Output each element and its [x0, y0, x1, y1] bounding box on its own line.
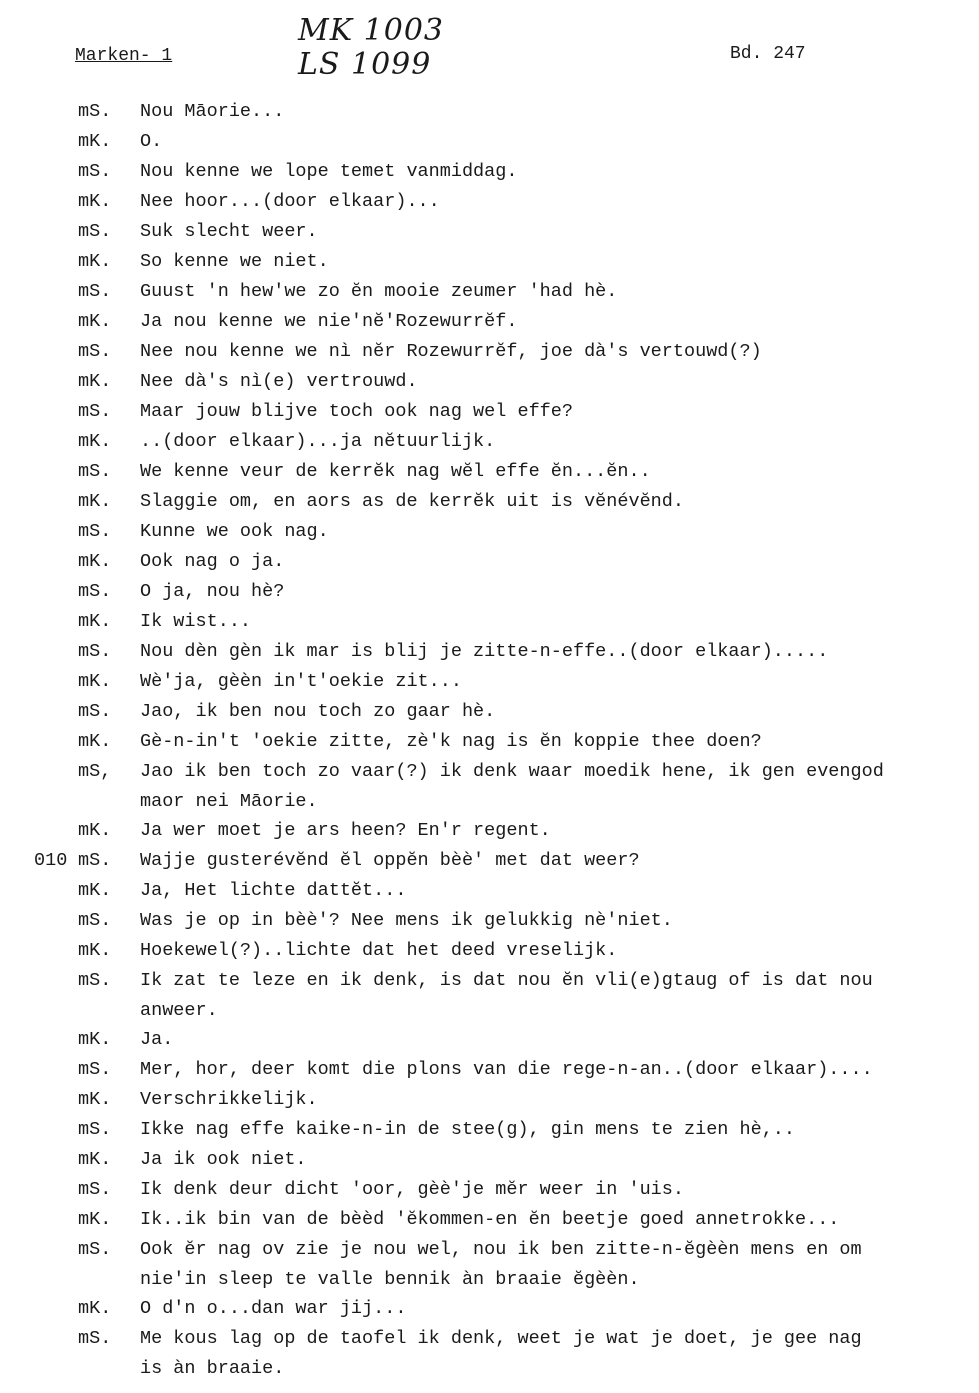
- speaker-label: mS.: [78, 1179, 112, 1200]
- speaker-label: mS.: [78, 910, 112, 931]
- utterance-text: Ja wer moet je ars heen? En'r regent.: [140, 820, 551, 841]
- utterance-text: anweer.: [140, 1000, 218, 1021]
- speaker-label: mK.: [78, 191, 112, 212]
- utterance-text: Was je op in bèè'? Nee mens ik gelukkig nè'niet.: [140, 910, 673, 931]
- speaker-label: mS.: [78, 221, 112, 242]
- speaker-label: mK.: [78, 551, 112, 572]
- utterance-text: Nee hoor...(door elkaar)...: [140, 191, 440, 212]
- speaker-label: mK.: [78, 611, 112, 632]
- speaker-label: mS.: [78, 401, 112, 422]
- speaker-label: mK.: [78, 1209, 112, 1230]
- utterance-text: O.: [140, 131, 163, 152]
- speaker-label: mK.: [78, 1149, 112, 1170]
- utterance-text: Jao ik ben toch zo vaar(?) ik denk waar moedik hene, ik gen evengod: [140, 761, 884, 782]
- transcript-continuation-line: [0, 1266, 979, 1295]
- transcript-line: [0, 488, 979, 518]
- speaker-label: mS.: [78, 281, 112, 302]
- speaker-label: mS.: [78, 701, 112, 722]
- transcript-line: [0, 1176, 979, 1206]
- utterance-text: Nou kenne we lope temet vanmiddag.: [140, 161, 518, 182]
- utterance-text: is àn braaie.: [140, 1358, 285, 1379]
- utterance-text: Ik denk deur dicht 'oor, gèè'je mĕr weer in 'uis.: [140, 1179, 684, 1200]
- speaker-label: mK.: [78, 731, 112, 752]
- transcript-line: [0, 638, 979, 668]
- utterance-text: nie'in sleep te valle bennik àn braaie ĕgèèn.: [140, 1269, 640, 1290]
- utterance-text: Ook nag o ja.: [140, 551, 285, 572]
- volume-number: Bd. 247: [730, 44, 806, 64]
- handwritten-code-1: MK 1003: [298, 13, 445, 48]
- speaker-label: mK.: [78, 671, 112, 692]
- speaker-label: mS.: [78, 1059, 112, 1080]
- utterance-text: Wè'ja, gèèn in't'oekie zit...: [140, 671, 462, 692]
- utterance-text: Maar jouw blijve toch ook nag wel effe?: [140, 401, 573, 422]
- document-title: [75, 46, 172, 66]
- transcript-line: [0, 817, 979, 847]
- transcript-line: [0, 847, 979, 877]
- transcript-line: [0, 907, 979, 937]
- transcript-continuation-line: [0, 1355, 979, 1384]
- speaker-label: mK.: [78, 820, 112, 841]
- utterance-text: Slaggie om, en aors as de kerrĕk uit is vĕnévĕnd.: [140, 491, 684, 512]
- speaker-label: mK.: [78, 131, 112, 152]
- transcript-line: [0, 188, 979, 218]
- transcript-line: [0, 698, 979, 728]
- transcript-line: [0, 668, 979, 698]
- speaker-label: mS.: [78, 341, 112, 362]
- transcript-line: [0, 758, 979, 788]
- utterance-text: Me kous lag op de taofel ik denk, weet je wat je doet, je gee nag: [140, 1328, 862, 1349]
- transcript-line: [0, 578, 979, 608]
- utterance-text: Gè-n-in't 'oekie zitte, zè'k nag is ĕn koppie thee doen?: [140, 731, 762, 752]
- transcript-line: [0, 1325, 979, 1355]
- speaker-label: mK.: [78, 371, 112, 392]
- transcript-line: [0, 248, 979, 278]
- transcript-line: [0, 458, 979, 488]
- transcript-line: [0, 728, 979, 758]
- utterance-text: Nou Māorie...: [140, 101, 285, 122]
- utterance-text: Guust 'n hew'we zo ĕn mooie zeumer 'had hè.: [140, 281, 618, 302]
- utterance-text: Ja.: [140, 1029, 174, 1050]
- transcript-line: [0, 518, 979, 548]
- utterance-text: O ja, nou hè?: [140, 581, 285, 602]
- utterance-text: Kunne we ook nag.: [140, 521, 329, 542]
- speaker-label: mS.: [78, 1239, 112, 1260]
- speaker-label: mS.: [78, 1328, 112, 1349]
- transcript-line: [0, 608, 979, 638]
- line-number: 010: [34, 850, 68, 871]
- transcript-line: [0, 98, 979, 128]
- transcript-line: [0, 1146, 979, 1176]
- transcript-line: [0, 368, 979, 398]
- utterance-text: Ik wist...: [140, 611, 252, 632]
- utterance-text: Nee dà's nì(e) vertrouwd.: [140, 371, 418, 392]
- transcript-line: [0, 308, 979, 338]
- transcript-continuation-line: [0, 997, 979, 1026]
- transcript-line: [0, 1206, 979, 1236]
- utterance-text: maor nei Māorie.: [140, 791, 318, 812]
- transcript-continuation-line: [0, 788, 979, 817]
- utterance-text: O d'n o...dan war jij...: [140, 1298, 407, 1319]
- utterance-text: Nee nou kenne we nì nĕr Rozewurrĕf, joe dà's vertouwd(?): [140, 341, 762, 362]
- transcript-line: [0, 548, 979, 578]
- speaker-label: mS.: [78, 641, 112, 662]
- speaker-label: mK.: [78, 1029, 112, 1050]
- speaker-label: mK.: [78, 940, 112, 961]
- speaker-label: mS.: [78, 970, 112, 991]
- transcript-line: [0, 398, 979, 428]
- utterance-text: Ik..ik bin van de bèèd 'ĕkommen-en ĕn beetje goed annetrokke...: [140, 1209, 840, 1230]
- utterance-text: Ja nou kenne we nie'nĕ'Rozewurrĕf.: [140, 311, 518, 332]
- speaker-label: mS.: [78, 461, 112, 482]
- speaker-label: mK.: [78, 1298, 112, 1319]
- speaker-label: mS.: [78, 101, 112, 122]
- title-text: Marken- 1: [75, 46, 173, 66]
- transcript-line: [0, 1086, 979, 1116]
- transcript-line: [0, 428, 979, 458]
- transcript-line: [0, 218, 979, 248]
- speaker-label: mK.: [78, 251, 112, 272]
- transcript-line: [0, 1236, 979, 1266]
- utterance-text: Mer, hor, deer komt die plons van die rege-n-an..(door elkaar)....: [140, 1059, 873, 1080]
- transcript-line: [0, 1116, 979, 1146]
- transcript-line: [0, 278, 979, 308]
- speaker-label: mK.: [78, 431, 112, 452]
- speaker-label: mS.: [78, 521, 112, 542]
- speaker-label: mK.: [78, 311, 112, 332]
- utterance-text: Ik zat te leze en ik denk, is dat nou ĕn vli(e)gtaug of is dat nou: [140, 970, 873, 991]
- utterance-text: Suk slecht weer.: [140, 221, 318, 242]
- transcript-line: [0, 128, 979, 158]
- speaker-label: mK.: [78, 880, 112, 901]
- utterance-text: Nou dèn gèn ik mar is blij je zitte-n-effe..(door elkaar).....: [140, 641, 829, 662]
- transcript-line: [0, 158, 979, 188]
- transcript: [0, 98, 979, 1384]
- utterance-text: Jao, ik ben nou toch zo gaar hè.: [140, 701, 496, 722]
- transcript-line: [0, 1295, 979, 1325]
- speaker-label: mK.: [78, 491, 112, 512]
- utterance-text: Wajje gusterévĕnd ĕl oppĕn bèè' met dat weer?: [140, 850, 640, 871]
- transcript-line: [0, 937, 979, 967]
- utterance-text: Ook ĕr nag ov zie je nou wel, nou ik ben zitte-n-ĕgèèn mens en om: [140, 1239, 862, 1260]
- speaker-label: mS.: [78, 1119, 112, 1140]
- transcript-line: [0, 338, 979, 368]
- speaker-label: mS.: [78, 850, 112, 871]
- speaker-label: mS.: [78, 581, 112, 602]
- speaker-label: mS,: [78, 761, 112, 782]
- utterance-text: Ja ik ook niet.: [140, 1149, 307, 1170]
- transcript-line: [0, 1056, 979, 1086]
- transcript-line: [0, 877, 979, 907]
- speaker-label: mK.: [78, 1089, 112, 1110]
- utterance-text: So kenne we niet.: [140, 251, 329, 272]
- utterance-text: Ikke nag effe kaike-n-in de stee(g), gin mens te zien hè,..: [140, 1119, 796, 1140]
- utterance-text: We kenne veur de kerrĕk nag wĕl effe ĕn...ĕn..: [140, 461, 651, 482]
- transcript-line: [0, 967, 979, 997]
- speaker-label: mS.: [78, 161, 112, 182]
- utterance-text: Hoekewel(?)..lichte dat het deed vreselijk.: [140, 940, 618, 961]
- utterance-text: ..(door elkaar)...ja nĕtuurlijk.: [140, 431, 496, 452]
- transcript-line: [0, 1026, 979, 1056]
- utterance-text: Verschrikkelijk.: [140, 1089, 318, 1110]
- utterance-text: Ja, Het lichte dattĕt...: [140, 880, 407, 901]
- handwritten-code-2: LS 1099: [298, 47, 432, 82]
